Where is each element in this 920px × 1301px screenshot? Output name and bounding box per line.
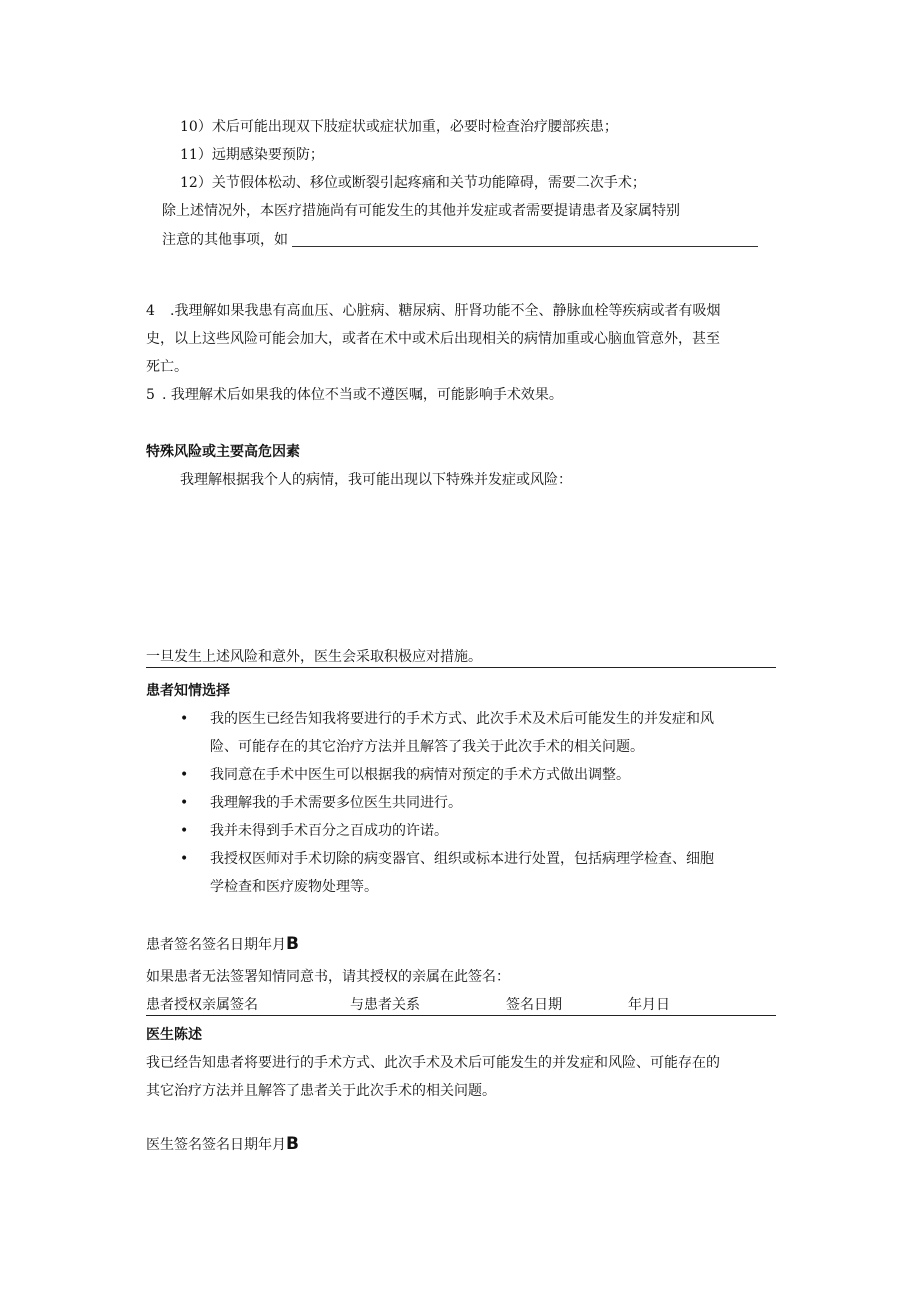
relative-note: 如果患者无法签署知情同意书，请其授权的亲属在此签名： xyxy=(146,969,510,985)
choice-5-line2: 学检查和医疗废物处理等。 xyxy=(210,879,378,895)
patient-signature-b: B xyxy=(286,934,299,954)
special-risks-heading: 特殊风险或主要高危因素 xyxy=(146,444,300,460)
item-4-line3: 死亡。 xyxy=(146,359,188,375)
special-risks-text: 我理解根据我个人的病情，我可能出现以下特殊并发症或风险： xyxy=(180,472,572,488)
patient-signature-label: 患者签名签名日期年月 xyxy=(146,937,286,953)
choice-1-line1: 我的医生已经告知我将要进行的手术方式、此次手术及术后可能发生的并发症和风 xyxy=(210,711,714,727)
doctor-signature-b: B xyxy=(286,1134,299,1154)
item-4-number: 4 xyxy=(146,303,155,319)
other-notes-label: 注意的其他事项，如 xyxy=(162,232,288,248)
informed-choice-heading: 患者知情选择 xyxy=(146,683,230,699)
item-5-text: . 我理解术后如果我的体位不当或不遵医嘱，可能影响手术效果。 xyxy=(162,387,563,403)
relative-field-signature[interactable]: 患者授权亲属签名 xyxy=(146,997,258,1013)
relative-field-date-label[interactable]: 签名日期 xyxy=(506,997,562,1013)
other-notes-blank[interactable] xyxy=(292,232,758,247)
choice-bullet-4: • xyxy=(180,823,189,839)
other-notes-line2 xyxy=(162,232,758,247)
relative-underline xyxy=(146,1015,776,1016)
item-4-line1: .我理解如果我患有高血压、心脏病、糖尿病、肝肾功能不全、静脉血栓等疾病或者有吸烟 xyxy=(170,303,721,319)
choice-4-line1: 我并未得到手术百分之百成功的许诺。 xyxy=(210,823,448,839)
choice-5-line1: 我授权医师对手术切除的病变器官、组织或标本进行处置，包括病理学检查、细胞 xyxy=(210,851,714,867)
item-4-line2: 史，以上这些风险可能会加大，或者在术中或术后出现相关的病情加重或心脑血管意外，甚至 xyxy=(146,331,720,347)
choice-bullet-5: • xyxy=(180,851,189,867)
choice-bullet-3: • xyxy=(180,795,189,811)
doctor-statement-line1: 我已经告知患者将要进行的手术方式、此次手术及术后可能发生的并发症和风险、可能存在的 xyxy=(146,1055,720,1071)
doctor-signature-label: 医生签名签名日期年月 xyxy=(146,1137,286,1153)
item-11: 11）远期感染要预防； xyxy=(180,147,324,163)
item-10: 10）术后可能出现双下肢症状或症状加重，必要时检查治疗腰部疾患； xyxy=(180,119,618,135)
relative-field-relationship[interactable]: 与患者关系 xyxy=(350,997,420,1013)
item-12: 12）关节假体松动、移位或断裂引起疼痛和关节功能障碍，需要二次手术； xyxy=(180,175,646,191)
doctor-signature-line[interactable] xyxy=(146,1134,299,1154)
doctor-statement-line2: 其它治疗方法并且解答了患者关于此次手术的相关问题。 xyxy=(146,1083,496,1099)
choice-1-line2: 险、可能存在的其它治疗方法并且解答了我关于此次手术的相关问题。 xyxy=(210,739,644,755)
measures-text: 一旦发生上述风险和意外，医生会采取积极应对措施。 xyxy=(146,649,482,665)
item-5-number: 5 xyxy=(146,387,155,403)
choice-bullet-2: • xyxy=(180,767,189,783)
choice-bullet-1: • xyxy=(180,711,189,727)
measures-underline xyxy=(146,667,776,668)
choice-2-line1: 我同意在手术中医生可以根据我的病情对预定的手术方式做出调整。 xyxy=(210,767,630,783)
relative-field-date[interactable]: 年月日 xyxy=(628,997,670,1013)
other-notes-line1: 除上述情况外，本医疗措施尚有可能发生的其他并发症或者需要提请患者及家属特别 xyxy=(162,203,680,219)
doctor-statement-heading: 医生陈述 xyxy=(146,1027,202,1043)
patient-signature-line[interactable] xyxy=(146,934,299,954)
choice-3-line1: 我理解我的手术需要多位医生共同进行。 xyxy=(210,795,462,811)
